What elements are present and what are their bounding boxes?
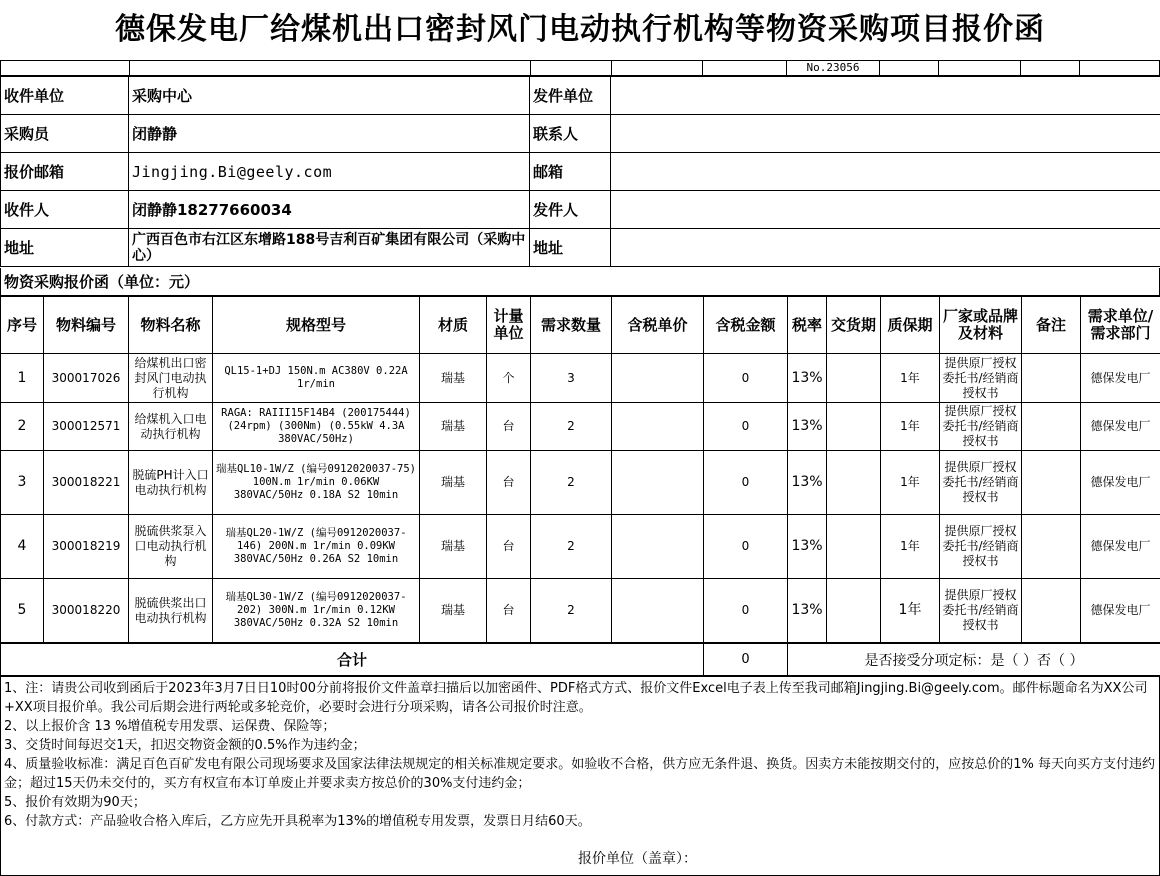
total-amount[interactable]: 0 [704, 644, 788, 676]
unit-cell: 台 [487, 579, 531, 643]
info-label: 地址 [1, 229, 129, 267]
terms-notes [0, 676, 1160, 876]
address-value[interactable]: 广西百色市右江区东增路188号吉利百矿集团有限公司（采购中心） [129, 229, 530, 267]
table-row [1, 354, 1160, 403]
info-label: 联系人 [530, 115, 611, 153]
spec-cell: 瑞基QL10-1W/Z (编号0912020037-75) 100N.m 1r/min 0.06KW 380VAC/50Hz 0.18A S2 10min [213, 451, 420, 515]
table-row [1, 515, 1160, 579]
header-cell: 材质 [420, 297, 487, 354]
info-row [1, 115, 1160, 153]
total-label: 合计 [1, 644, 704, 676]
header-cell: 需求数量 [531, 297, 612, 354]
info-value[interactable] [611, 191, 1160, 229]
info-label: 发件单位 [530, 77, 611, 115]
contact-info-table [0, 76, 1160, 267]
header-cell: 需求单位/需求部门 [1081, 297, 1160, 354]
delivery-cell[interactable] [827, 579, 881, 643]
amount-cell[interactable]: 0 [704, 451, 788, 515]
blank-cell [611, 60, 703, 76]
remark-cell[interactable] [1022, 579, 1081, 643]
header-cell: 规格型号 [213, 297, 420, 354]
unit-price-cell[interactable] [612, 354, 704, 403]
code-cell: 300018219 [44, 515, 129, 579]
remark-cell[interactable] [1022, 354, 1081, 403]
section-title: 物资采购报价函（单位：元） [0, 268, 1160, 296]
table-row [1, 403, 1160, 451]
code-cell: 300017026 [44, 354, 129, 403]
header-row [1, 297, 1160, 354]
header-cell: 计量单位 [487, 297, 531, 354]
dept-cell: 德保发电厂 [1081, 451, 1160, 515]
partial-award-question[interactable]: 是否接受分项定标：是（ ）否（ ） [788, 644, 1160, 676]
seq-cell: 2 [1, 403, 44, 451]
delivery-cell[interactable] [827, 451, 881, 515]
note-line: 5、报价有效期为90天； [4, 795, 146, 810]
info-row [1, 191, 1160, 229]
info-label: 采购员 [1, 115, 129, 153]
amount-cell[interactable]: 0 [704, 354, 788, 403]
dept-cell: 德保发电厂 [1081, 515, 1160, 579]
dept-cell: 德保发电厂 [1081, 403, 1160, 451]
amount-cell[interactable]: 0 [704, 515, 788, 579]
material-cell: 瑞基 [420, 451, 487, 515]
remark-cell[interactable] [1022, 451, 1081, 515]
seq-cell: 5 [1, 579, 44, 643]
page-title: 德保发电厂给煤机出口密封风门电动执行机构等物资采购项目报价函 [115, 12, 1045, 47]
info-value[interactable] [611, 229, 1160, 267]
blank-cell [702, 60, 787, 76]
info-value[interactable]: 闭静静 [129, 115, 530, 153]
blank-cell [1079, 60, 1160, 76]
header-cell: 含税金额 [704, 297, 788, 354]
table-row [1, 579, 1160, 643]
tax-rate-cell: 13% [788, 354, 827, 403]
spec-cell: 瑞基QL20-1W/Z (编号0912020037-146) 200N.m 1r/min 0.09KW 380VAC/50Hz 0.26A S2 10min [213, 515, 420, 579]
brand-cell[interactable]: 提供原厂授权委托书/经销商授权书 [940, 354, 1022, 403]
seq-cell: 4 [1, 515, 44, 579]
blank-cell [0, 60, 130, 76]
material-cell: 瑞基 [420, 579, 487, 643]
email-value[interactable]: Jingjing.Bi@geely.com [129, 153, 530, 191]
info-value[interactable]: 闭静静18277660034 [129, 191, 530, 229]
name-cell: 脱硫供浆泵入口电动执行机构 [129, 515, 213, 579]
name-cell: 给煤机入口电动执行机构 [129, 403, 213, 451]
brand-cell[interactable]: 提供原厂授权委托书/经销商授权书 [940, 579, 1022, 643]
name-cell: 脱硫供浆出口电动执行机构 [129, 579, 213, 643]
blank-cell [129, 60, 531, 76]
blank-cell [938, 60, 1021, 76]
company-stamp-label: 报价单位（盖章）： [578, 851, 697, 867]
amount-cell[interactable]: 0 [704, 403, 788, 451]
note-line: 1、注：请贵公司收到函后于2023年3月7日日10时00分前将报价文件盖章扫描后以加密函件、PDF格式方式、报价文件Excel电子表上传至我司邮箱Jingjing.Bi@geely.com。邮件标题命名为XX公司+XX项目报价单。我公司后期会进行两轮或多轮竞价，必要时会进行分项采购，请各公司报价时注意。 [4, 681, 1148, 715]
code-cell: 300012571 [44, 403, 129, 451]
warranty-cell: 1年 [881, 403, 940, 451]
qty-cell: 2 [531, 403, 612, 451]
info-label: 报价邮箱 [1, 153, 129, 191]
total-row [1, 644, 1160, 676]
unit-cell: 个 [487, 354, 531, 403]
tax-rate-cell: 13% [788, 515, 827, 579]
warranty-cell: 1年 [881, 451, 940, 515]
spec-cell: 瑞基QL30-1W/Z (编号0912020037-202) 300N.m 1r/min 0.12KW 380VAC/50Hz 0.32A S2 10min [213, 579, 420, 643]
blank-cell [530, 60, 612, 76]
seq-cell: 1 [1, 354, 44, 403]
header-cell: 序号 [1, 297, 44, 354]
total-row-table [0, 643, 1160, 676]
header-cell: 交货期 [827, 297, 881, 354]
dept-cell: 德保发电厂 [1081, 354, 1160, 403]
qty-cell: 2 [531, 579, 612, 643]
note-line: 3、交货时间每迟交1天，扣迟交物资金额的0.5%作为违约金； [4, 738, 366, 753]
delivery-cell[interactable] [827, 354, 881, 403]
warranty-cell: 1年 [881, 515, 940, 579]
doc-number: No.23056 [786, 60, 880, 76]
header-cell: 质保期 [881, 297, 940, 354]
material-cell: 瑞基 [420, 515, 487, 579]
unit-cell: 台 [487, 451, 531, 515]
info-value[interactable] [611, 115, 1160, 153]
header-cell: 含税单价 [612, 297, 704, 354]
warranty-cell: 1年 [881, 579, 940, 643]
note-line: 4、质量验收标准：满足百色百矿发电有限公司现场要求及国家法律法规规定的相关标准规定要求。如验收不合格，供方应无条件退、换货。因卖方未能按期交付的，应按总价的1% 每天向买方支付违约金；超过15天仍未交付的，买方有权宣布本订单废止并要求卖方按总价的30%支付违约金； [4, 757, 1156, 791]
unit-price-cell[interactable] [612, 579, 704, 643]
info-label: 地址 [530, 229, 611, 267]
unit-price-cell[interactable] [612, 451, 704, 515]
table-row [1, 451, 1160, 515]
unit-price-cell[interactable] [612, 515, 704, 579]
qty-cell: 2 [531, 451, 612, 515]
tax-rate-cell: 13% [788, 403, 827, 451]
spec-cell: QL15-1+DJ 150N.m AC380V 0.22A 1r/min [213, 354, 420, 403]
header-cell: 备注 [1022, 297, 1081, 354]
qty-cell: 2 [531, 515, 612, 579]
remark-cell[interactable] [1022, 403, 1081, 451]
info-label: 发件人 [530, 191, 611, 229]
tax-rate-cell: 13% [788, 451, 827, 515]
name-cell: 脱硫PH计入口电动执行机构 [129, 451, 213, 515]
info-row [1, 229, 1160, 267]
qty-cell: 3 [531, 354, 612, 403]
info-value[interactable]: 采购中心 [129, 77, 530, 115]
brand-cell[interactable]: 提供原厂授权委托书/经销商授权书 [940, 515, 1022, 579]
info-value[interactable] [611, 153, 1160, 191]
header-cell: 税率 [788, 297, 827, 354]
brand-cell[interactable]: 提供原厂授权委托书/经销商授权书 [940, 403, 1022, 451]
delivery-cell[interactable] [827, 515, 881, 579]
doc-number-row [0, 60, 1160, 76]
code-cell: 300018220 [44, 579, 129, 643]
seq-cell: 3 [1, 451, 44, 515]
unit-price-cell[interactable] [612, 403, 704, 451]
header-cell: 物料编号 [44, 297, 129, 354]
header-cell: 厂家或品牌及材料 [940, 297, 1022, 354]
spec-cell: RAGA: RAIII15F14B4 (200175444) (24rpm) (300Nm) (0.55kW 4.3A 380VAC/50Hz) [213, 403, 420, 451]
info-row [1, 153, 1160, 191]
info-row [1, 77, 1160, 115]
name-cell: 给煤机出口密封风门电动执行机构 [129, 354, 213, 403]
remark-cell[interactable] [1022, 515, 1081, 579]
tax-rate-cell: 13% [788, 579, 827, 643]
material-cell: 瑞基 [420, 354, 487, 403]
amount-cell[interactable]: 0 [704, 579, 788, 643]
header-cell: 物料名称 [129, 297, 213, 354]
code-cell: 300018221 [44, 451, 129, 515]
blank-cell [879, 60, 939, 76]
info-label: 收件人 [1, 191, 129, 229]
note-line: 2、以上报价含 13 %增值税专用发票、运保费、保险等； [4, 719, 336, 734]
info-label: 邮箱 [530, 153, 611, 191]
unit-cell: 台 [487, 403, 531, 451]
brand-cell[interactable]: 提供原厂授权委托书/经销商授权书 [940, 451, 1022, 515]
material-cell: 瑞基 [420, 403, 487, 451]
info-value[interactable] [611, 77, 1160, 115]
delivery-cell[interactable] [827, 403, 881, 451]
unit-cell: 台 [487, 515, 531, 579]
warranty-cell: 1年 [881, 354, 940, 403]
blank-cell [1020, 60, 1080, 76]
note-line: 6、付款方式：产品验收合格入库后，乙方应先开具税率为13%的增值税专用发票，发票日月结60天。 [4, 814, 591, 829]
items-table [0, 296, 1160, 643]
dept-cell: 德保发电厂 [1081, 579, 1160, 643]
info-label: 收件单位 [1, 77, 129, 115]
